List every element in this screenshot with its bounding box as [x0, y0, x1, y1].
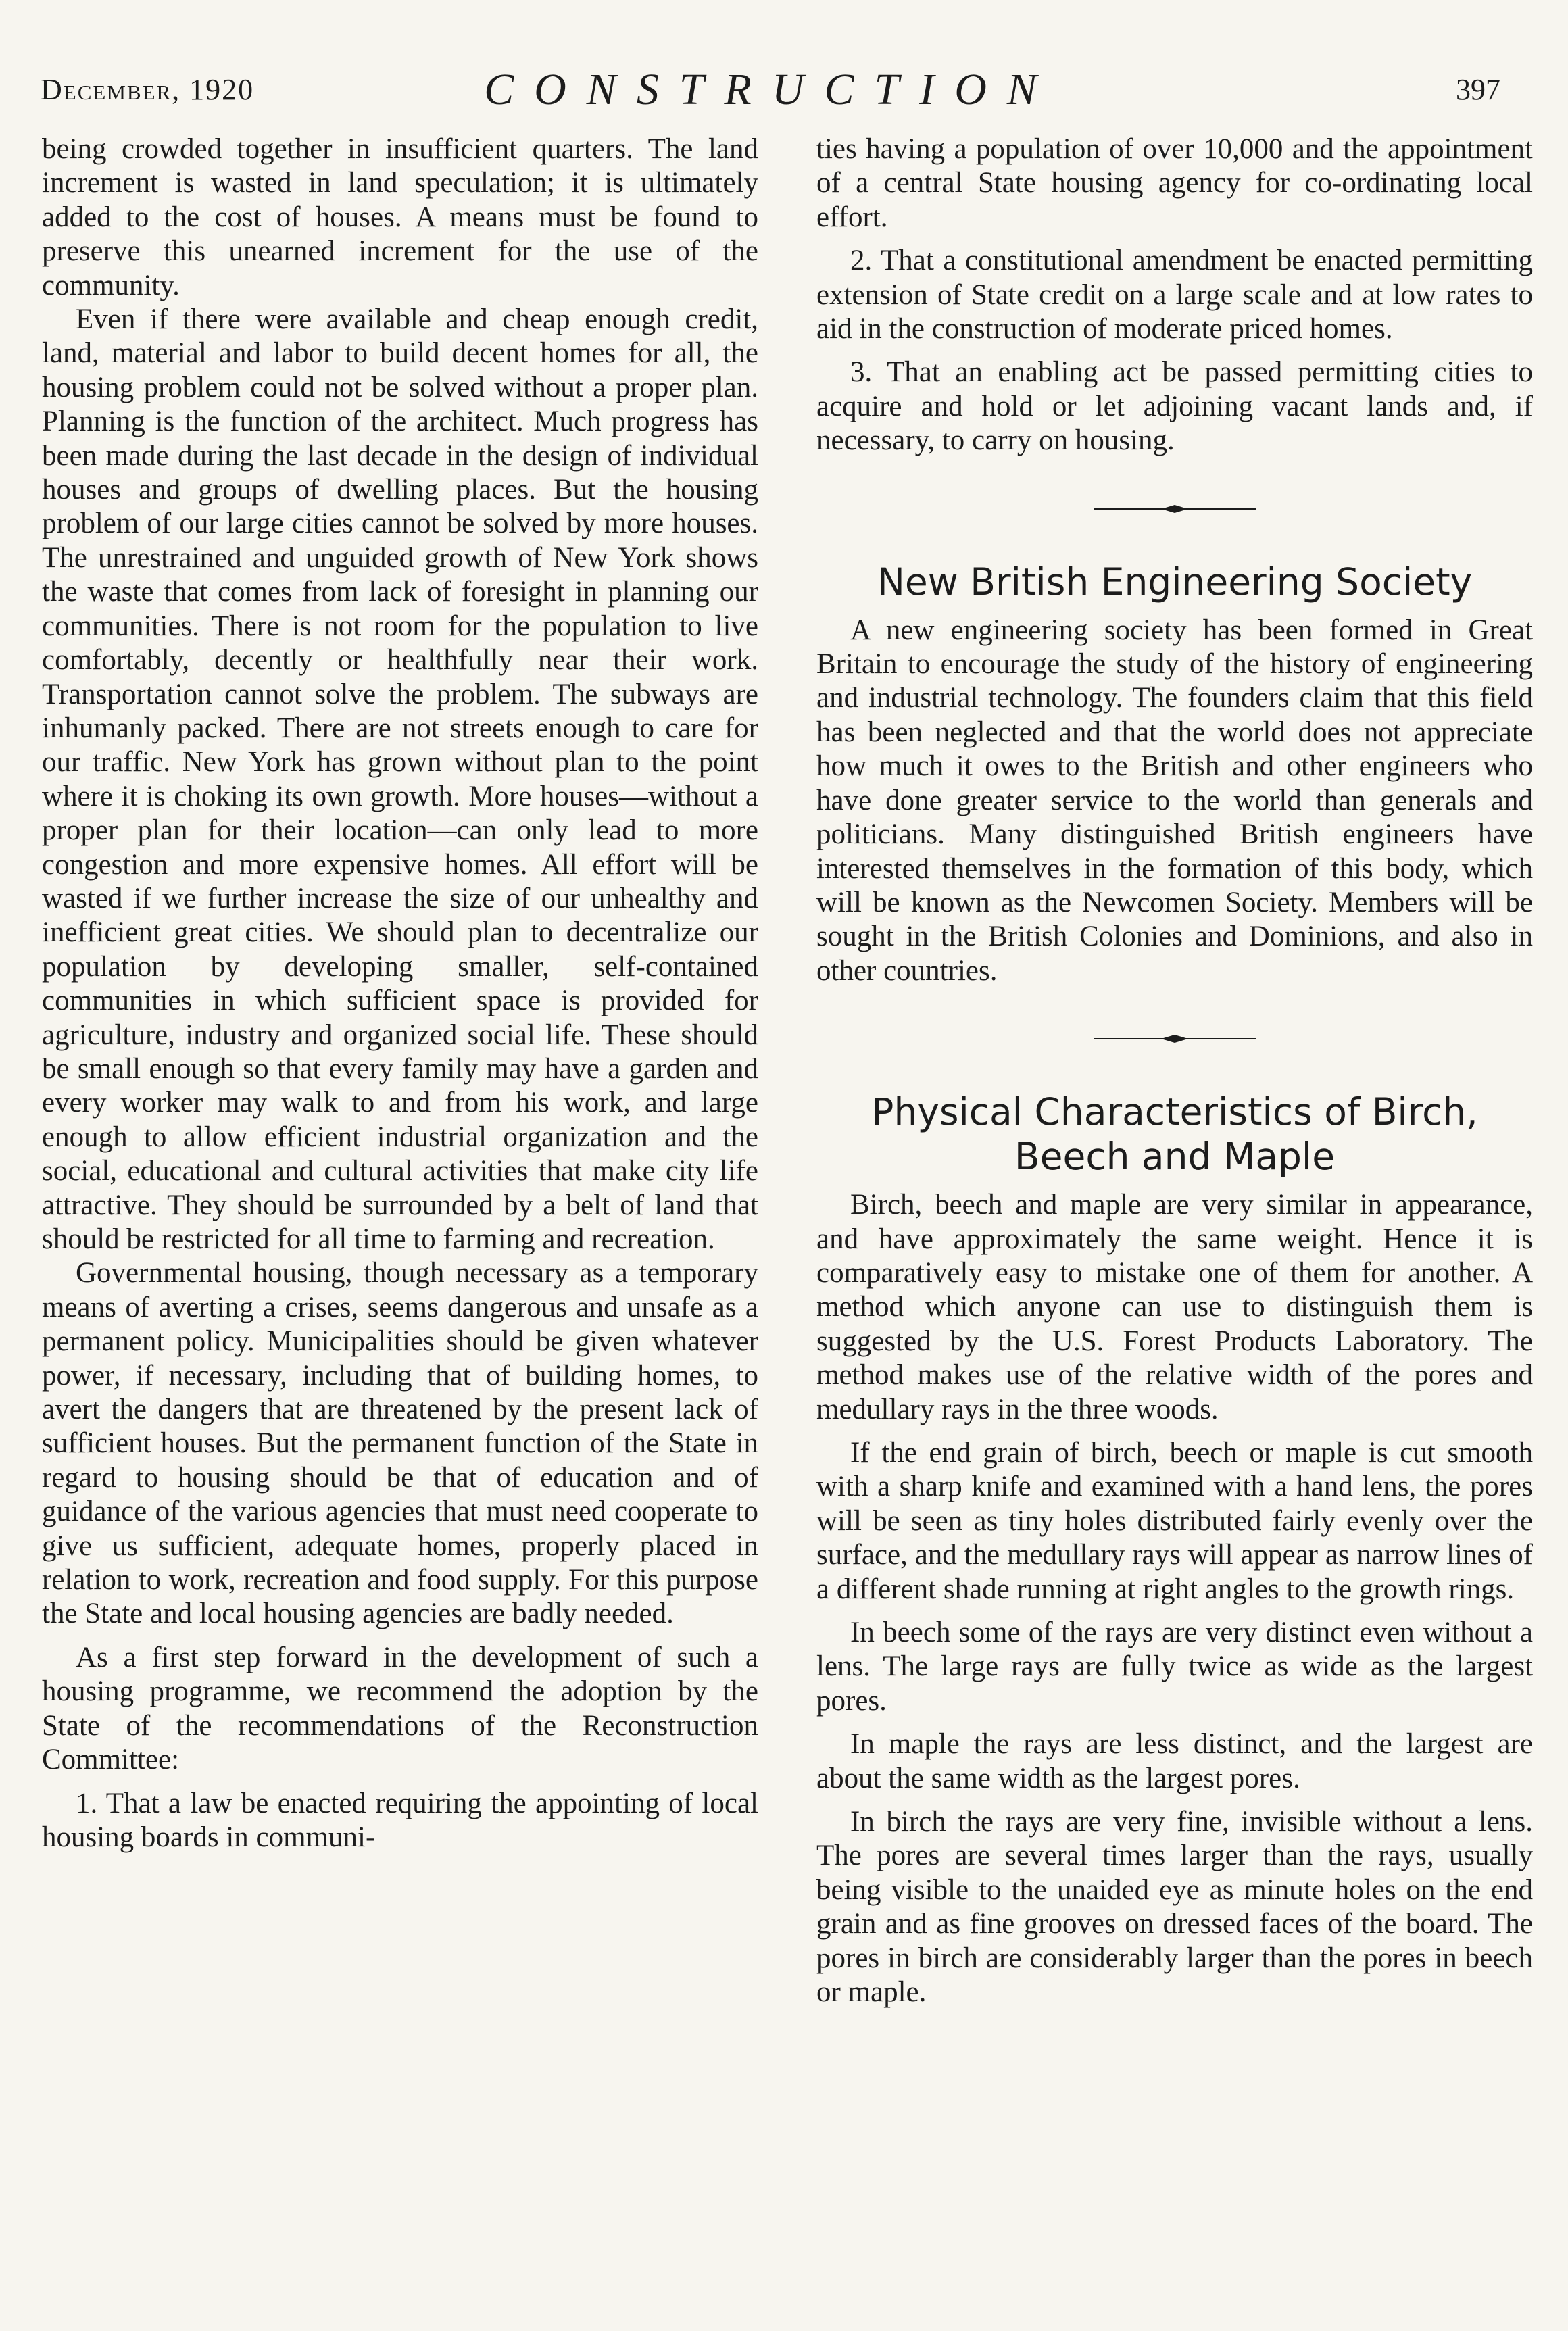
list-item: 2. That a constitutional amendment be enacted permitting extension of State credit on a large scale and at low rates to aid in the construction of moderate priced homes.: [816, 245, 1533, 345]
article-heading: Physical Characteristics of Birch, Beech and Maple: [871, 1090, 1478, 1179]
issue-date: December, 1920: [41, 73, 255, 106]
section-divider: [816, 458, 1533, 560]
right-column: [816, 132, 1533, 2009]
body-paragraph: As a first step forward in the development of such a housing programme, we recommend the adoption by the State of the recommendations of the Reconstruction Committee:: [42, 1641, 758, 1776]
section-divider: [816, 988, 1533, 1089]
body-paragraph: Governmental housing, though necessary as a temporary means of averting a crises, seems dangerous and unsafe as a permanent policy. Municipalities should be given whatever power, if necessary, including that of building homes, to avert the dangers that are threatened by the present lack of sufficient houses. But the permanent function of the State in regard to housing should be that of education and of guidance of the various agencies that must need cooperate to give us sufficient, adequate homes, properly placed in relation to work, recreation and food supply. For this purpose the State and local housing agencies are badly needed.: [42, 1257, 758, 1630]
left-column: [42, 132, 758, 1855]
page-number: 397: [1456, 73, 1500, 106]
journal-title: CONSTRUCTION: [484, 65, 1057, 114]
article-paragraph: If the end grain of birch, beech or maple is cut smooth with a sharp knife and examined with a hand lens, the pores will be seen as tiny holes distributed fairly evenly over the surface, and the medullary rays will appear as narrow lines of a different shade running at right angles to the growth rings.: [816, 1436, 1533, 1605]
article-paragraph: In maple the rays are less distinct, and the largest are about the same width as the largest pores.: [816, 1728, 1533, 1794]
list-item: 3. That an enabling act be passed permitting cities to acquire and hold or let adjoining vacant lands and, if necessary, to carry on housing.: [816, 356, 1533, 457]
article-paragraph: In birch the rays are very fine, invisible without a lens. The pores are several times larger than the rays, usually being visible to the unaided eye as minute holes on the end grain and as fine grooves on dressed faces of the board. The pores in birch are considerably larger than the pores in beech or maple.: [816, 1806, 1533, 2009]
article-paragraph: Birch, beech and maple are very similar in appearance, and have approximately the same weight. Hence it is comparatively easy to mistake one of them for another. A method which anyone can use to distinguish them is suggested by the U.S. Forest Products Laboratory. The method makes use of the relative width of the pores and medullary rays in the three woods.: [816, 1189, 1533, 1425]
body-paragraph: being crowded together in insufficient quarters. The land increment is wasted in land speculation; it is ultimately added to the cost of houses. A means must be found to preserve this unearned increment for the use of the community.: [42, 133, 758, 301]
body-paragraph: ties having a population of over 10,000 and the appointment of a central State housing agency for co-ordinating local effort.: [816, 133, 1533, 233]
list-item: 1. That a law be enacted requiring the appointing of local housing boards in communi-: [42, 1787, 758, 1853]
body-paragraph: Even if there were available and cheap enough credit, land, material and labor to build decent homes for all, the housing problem could not be solved without a proper plan. Planning is the function of the architect. Much progress has been made during the last decade in the design of individual houses and groups of dwelling places. But the housing problem of our large cities cannot be solved by more houses. The unrestrained and unguided growth of New York shows the waste that comes from lack of foresight in planning our communities. There is not room for the population to live comfortably, decently or healthfully near their work. Transportation cannot solve the problem. The subways are inhumanly packed. There are not streets enough to care for our traffic. New York has grown without plan to the point where it is choking its own growth. More houses—without a proper plan for their location—can only lead to more congestion and more expensive homes. All effort will be wasted if we further increase the size of our unhealthy and inefficient great cities. We should plan to decentralize our population by developing smaller, self-contained communities in which sufficient space is provided for agriculture, industry and organized social life. These should be small enough so that every family may have a garden and every worker may walk to and from his work, and large enough to allow efficient industrial organization and the social, educational and cultural activities that make city life attractive. They should be surrounded by a belt of land that should be restricted for all time to farming and recreation.: [42, 303, 758, 1255]
article-heading: New British Engineering Society: [877, 560, 1473, 604]
article-paragraph: A new engineering society has been formed in Great Britain to encourage the study of the history of engineering and industrial technology. The founders claim that this field has been neglected and that the world does not appreciate how much it owes to the British and other engineers who have done greater service to the world than generals and politicians. Many distinguished British engineers have interested themselves in the formation of this body, which will be known as the Newcomen Society. Members will be sought in the British Colonies and Dominions, and also in other countries.: [816, 614, 1533, 987]
ornament-rule-icon: [1094, 504, 1256, 514]
article-paragraph: In beech some of the rays are very distinct even without a lens. The large rays are fully twice as wide as the largest pores.: [816, 1617, 1533, 1717]
ornament-rule-icon: [1094, 1034, 1256, 1044]
page-header: [41, 64, 1500, 125]
